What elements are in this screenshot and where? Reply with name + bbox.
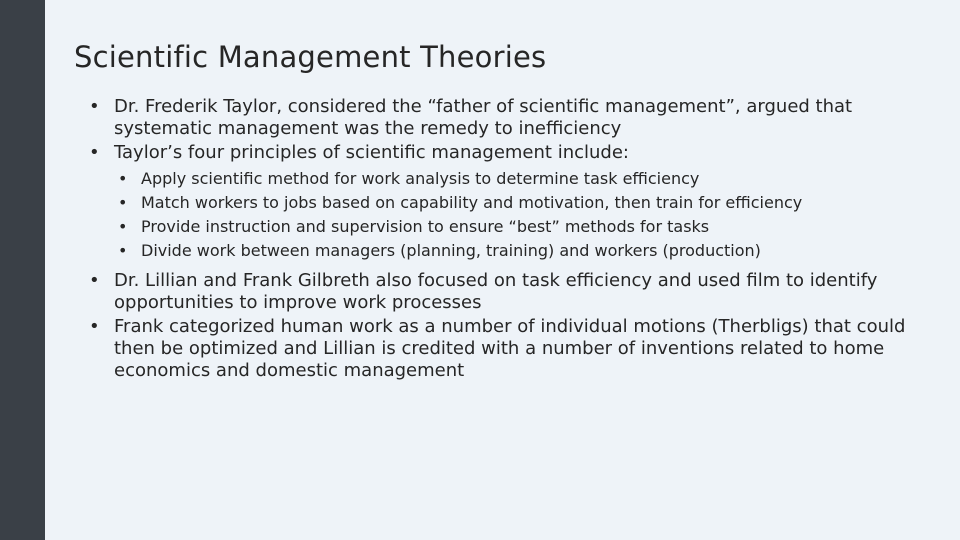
bullet-text: Frank categorized human work as a number of individual motions (Therbligs) that could then be optimized and Lillian is credited with a number of inventions related to home economics and domestic management <box>114 316 906 381</box>
sub-bullet-item <box>114 168 925 190</box>
sub-bullet-text: Provide instruction and supervision to ensure “best” methods for tasks <box>141 217 710 236</box>
bullet-dot-icon: • <box>118 193 128 212</box>
slide-content <box>85 96 925 384</box>
bullet-dot-icon: • <box>89 316 100 337</box>
bullet-dot-icon: • <box>89 270 100 291</box>
bullet-text: Taylor’s four principles of scientific management include: <box>114 142 629 163</box>
sub-bullet-text: Apply scientific method for work analysis to determine task efficiency <box>141 169 700 188</box>
bullet-text: Dr. Lillian and Frank Gilbreth also focused on task efficiency and used film to identify opportunities to improve work processes <box>114 270 878 313</box>
slide <box>45 0 960 540</box>
bullet-list <box>85 96 925 382</box>
sub-bullet-text: Match workers to jobs based on capability and motivation, then train for efficiency <box>141 193 803 212</box>
bullet-text: Dr. Frederik Taylor, considered the “father of scientific management”, argued that systematic management was the remedy to inefficiency <box>114 96 853 139</box>
sub-bullet-item <box>114 216 925 238</box>
bullet-item-therbligs <box>85 316 925 382</box>
bullet-item-principles <box>85 142 925 262</box>
bullet-item-gilbreth <box>85 270 925 314</box>
bullet-dot-icon: • <box>89 142 100 163</box>
bullet-dot-icon: • <box>89 96 100 117</box>
slide-title: Scientific Management Theories <box>74 40 547 74</box>
sub-bullet-text: Divide work between managers (planning, training) and workers (production) <box>141 241 761 260</box>
bullet-dot-icon: • <box>118 169 128 188</box>
sub-bullet-item <box>114 240 925 262</box>
principles-sublist <box>114 168 925 262</box>
bullet-item-taylor <box>85 96 925 140</box>
bullet-dot-icon: • <box>118 241 128 260</box>
bullet-dot-icon: • <box>118 217 128 236</box>
sub-bullet-item <box>114 192 925 214</box>
left-accent-bar <box>0 0 45 540</box>
